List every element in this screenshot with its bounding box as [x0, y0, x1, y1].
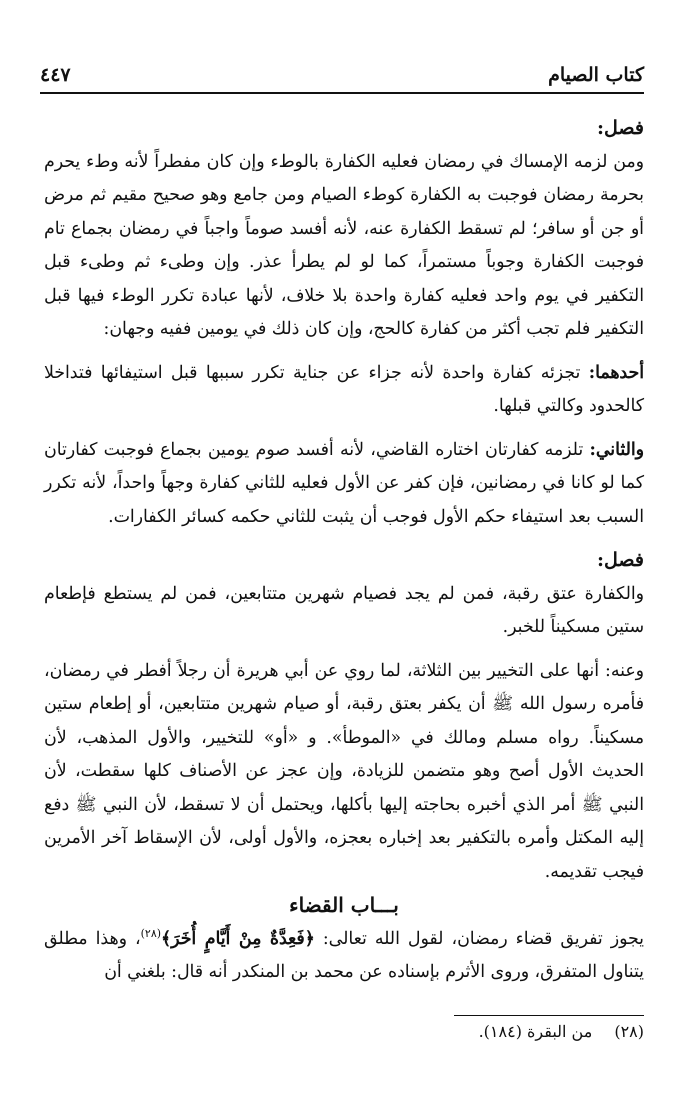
- paragraph-2-text: تجزئه كفارة واحدة لأنه جزاء عن جناية تكرر سببها قبل استيفائها فتداخلا كالحدود وكالتي قبلها.: [44, 362, 644, 416]
- chapter-title: بـــاب القضاء: [289, 893, 399, 917]
- paragraph-1: ومن لزمه الإمساك في رمضان فعليه الكفارة بالوطء وإن كان مفطراً لأنه وطء يحرم بحرمة رمضان فوجبت به الكفارة كوطء الصيام ومن جامع وهو صحيح مقيم ثم مرض أو جن أو سافر؛ لم تسقط الكفارة عنه، لأنه أفسد صوماً واجباً في رمضان بجماع تام فوجبت الكفارة وجوباً مستمراً، كما لو لم يطرأ عذر. وإن وطىء ثم وطىء قبل التكفير في يوم واحد فعليه كفارة واحدة بلا خلاف، لأنها عبادة تكرر الوطء فيها قبل التكفير فلم تجب أكثر من كفارة كالحج، وإن كان ذلك في يومين ففيه وجهان:: [44, 151, 644, 339]
- paragraph-2: [44, 357, 644, 424]
- paragraph-5: وعنه: أنها على التخيير بين الثلاثة، لما روي عن أبي هريرة أن رجلاً أفطر في رمضان، فأمره رسول الله ﷺ أن يكفر بعتق رقبة، أو صيام شهرين متتابعين، أو إطعام ستين مسكيناً. رواه مسلم ومالك في «الموطأ». و «أو» للتخيير، والأول المذهب، لأن الحديث الأول أصح وهو متضمن للزيادة، وإن عجز عن الأصناف كلها سقطت، لأن النبي ﷺ أمر الذي أخبره بحاجته إليها بأكلها، ويحتمل أن لا تسقط، لأن النبي ﷺ دفع إليه المكتل وأمره بالتكفير بعد إخباره بعجزه، والأول أولى، لأن الإسقاط آخر الأمرين فيجب تقديمه.: [44, 660, 644, 882]
- page-number: ٤٤٧: [40, 64, 71, 86]
- footnote-number: (٢٨): [614, 1022, 644, 1041]
- paragraph-6-rest: ، وهذا مطلق يتناول المتفرق، وروى الأثرم بإسناده عن محمد بن المنكدر أنه قال: بلغني أن: [44, 928, 644, 982]
- paragraph-3-lead: والثاني:: [589, 439, 644, 460]
- quran-verse: ﴿فَعِدَّةٌ مِنْ أَيَّامٍ أُخَرَ﴾: [161, 928, 315, 949]
- paragraph-6: [44, 923, 644, 990]
- footnote-text: من البقرة (١٨٤).: [478, 1022, 593, 1041]
- paragraph-3-text: تلزمه كفارتان اختاره القاضي، لأنه أفسد صوم يومين بجماع فوجبت كفارتان كما لو كانا في رمضانين، فإن كفر عن الأول فعليه للثاني كفارة وجهاً واحداً، لأنه تكرر السبب بعد استيفاء حكم الأول فوجب أن يثبت للثاني حكمه كسائر الكفارات.: [44, 439, 644, 527]
- section-heading-1: فصل:: [597, 117, 644, 139]
- section-heading-2: فصل:: [597, 549, 644, 571]
- header-rule: [40, 92, 644, 94]
- footnote-reference: (٢٨): [140, 926, 162, 940]
- paragraph-4: والكفارة عتق رقبة، فمن لم يجد فصيام شهرين متتابعين، فمن لم يستطع فإطعام ستين مسكيناً للخبر.: [44, 583, 644, 637]
- main-text: [44, 112, 644, 990]
- footnote-rule: [454, 1015, 644, 1016]
- footnote: [44, 1020, 644, 1044]
- paragraph-3: [44, 434, 644, 535]
- paragraph-2-lead: أحدهما:: [588, 362, 644, 383]
- paragraph-6-intro: يجوز تفريق قضاء رمضان، لقول الله تعالى:: [314, 928, 644, 949]
- book-title: كتاب الصيام: [548, 64, 644, 86]
- running-header: [40, 52, 644, 86]
